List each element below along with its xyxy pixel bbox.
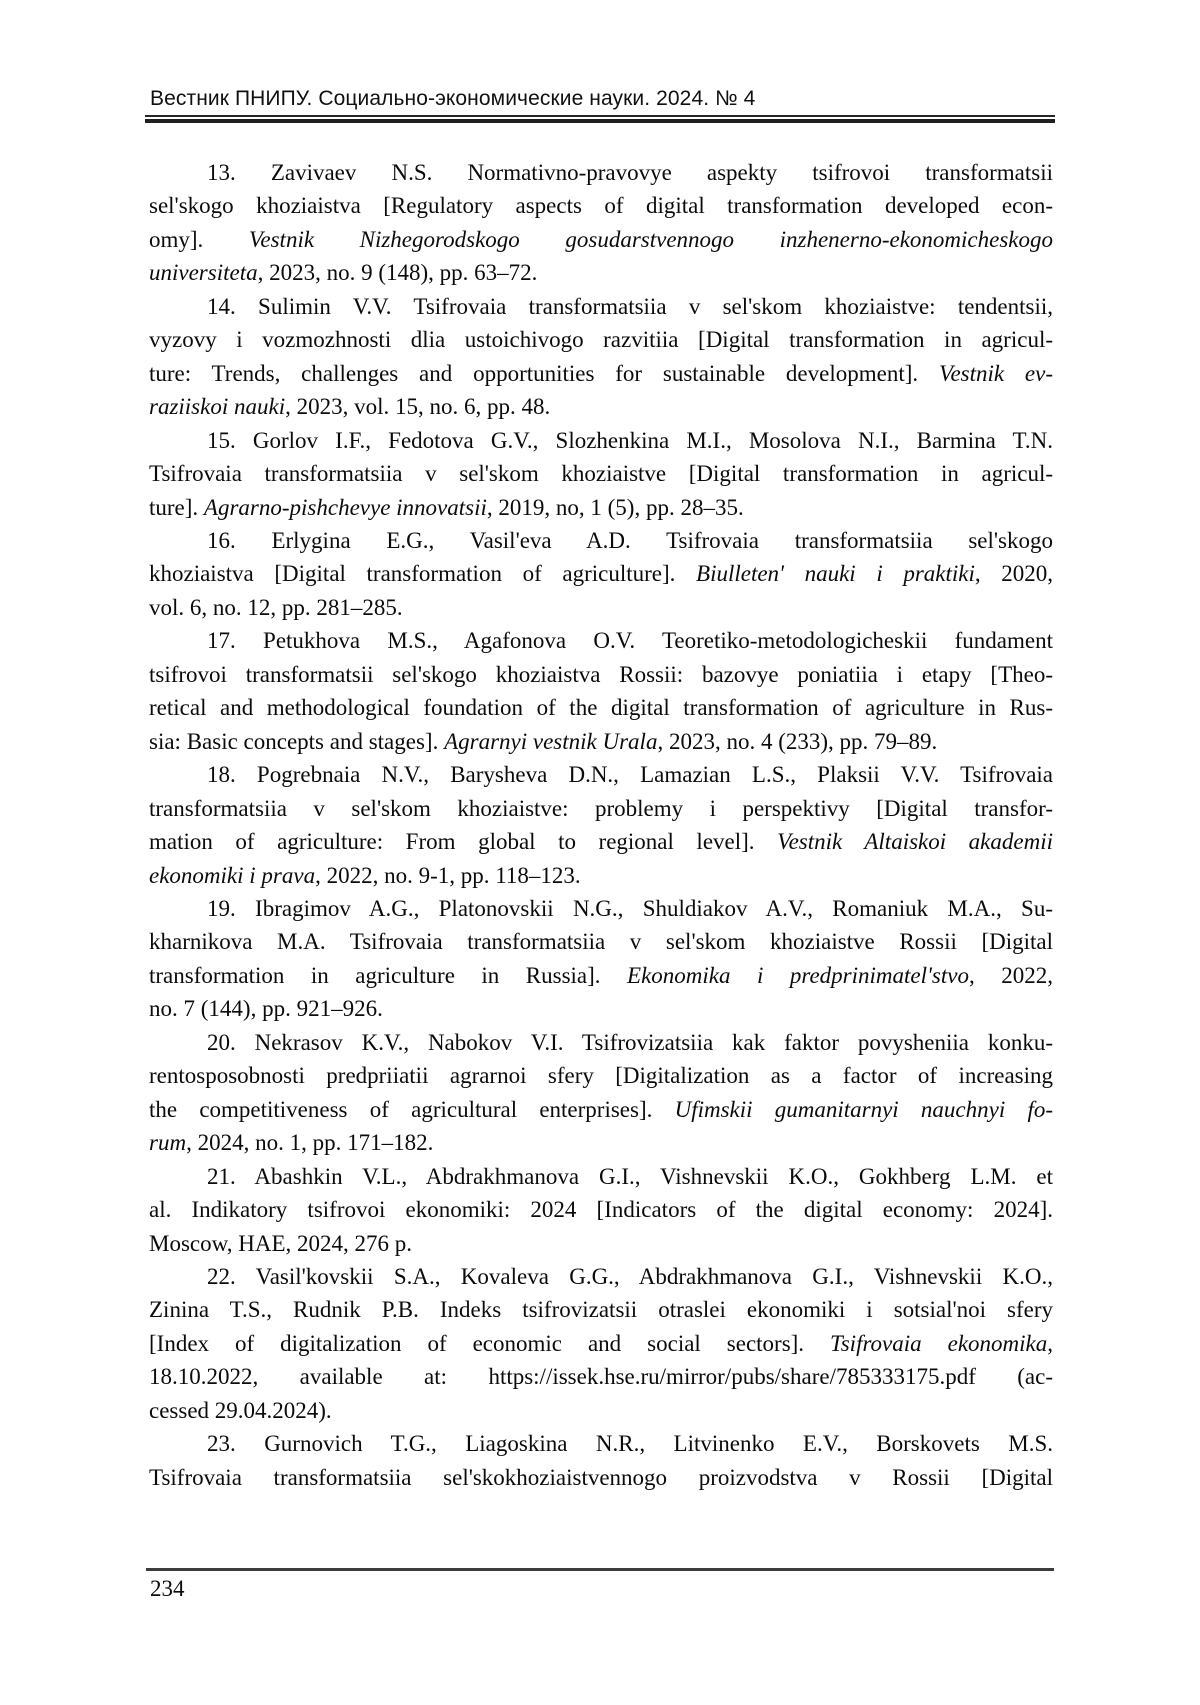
reference-line: 13. Zavivaev N.S. Normativno-pravovye aspekty tsifrovoi transformatsii [207, 160, 1053, 185]
reference-line: 23. Gurnovich T.G., Liagoskina N.R., Litvinenko E.V., Borskovets M.S. [207, 1431, 1053, 1457]
ref-text: ture]. [149, 494, 204, 520]
reference-line [149, 357, 1053, 390]
reference-line: sel'skogo khoziaistva [Regulatory aspects of digital transformation developed econ- [149, 193, 1053, 219]
reference-line: transformatsiia v sel'skom khoziaistve: problemy i perspektivy [Digital transfor- [149, 795, 1053, 821]
reference-line [149, 1327, 1053, 1360]
reference-line [149, 1093, 1053, 1126]
reference-line: retical and methodological foundation of the digital transformation of agriculture in Rus- [149, 695, 1053, 721]
reference-line-url: 18.10.2022, available at: https://issek.hse.ru/mirror/pubs/share/785333175.pdf (ac- [149, 1364, 1053, 1390]
reference-16 [149, 524, 1053, 624]
ref-text: omy]. [149, 226, 249, 252]
journal-name: Ufimskii gumanitarnyi nauchnyi fo- [674, 1096, 1053, 1122]
reference-line: vyzovy i vozmozhnosti dlia ustoichivogo razvitiia [Digital transformation in agricul- [149, 327, 1053, 353]
header-double-rule [145, 115, 1055, 123]
reference-line [149, 1126, 1053, 1159]
reference-line: 19. Ibragimov A.G., Platonovskii N.G., Shuldiakov A.V., Romaniuk M.A., Su- [207, 895, 1053, 921]
ref-text: [Index of digitalization of economic and social sectors]. [149, 1330, 831, 1356]
ref-text: , [1047, 1330, 1054, 1356]
page-number: 234 [150, 1576, 185, 1601]
ref-text: khoziaistva [Digital transformation of agriculture]. [149, 561, 697, 587]
references-list [149, 156, 1053, 1494]
reference-line [149, 256, 1053, 289]
reference-line: 20. Nekrasov K.V., Nabokov V.I. Tsifrovizatsiia kak faktor povysheniia konku- [207, 1029, 1053, 1055]
reference-13 [149, 156, 1053, 290]
journal-name: Vestnik Nizhegorodskogo gosudarstvennogo inzhenerno-ekonomicheskogo [248, 226, 1053, 252]
reference-line: kharnikova M.A. Tsifrovaia transformatsiia v sel'skom khoziaistve Rossii [Digital [149, 929, 1053, 955]
reference-line: 14. Sulimin V.V. Tsifrovaia transformatsiia v sel'skom khoziaistve: tendentsii, [207, 293, 1053, 319]
reference-line: 21. Abashkin V.L., Abdrakhmanova G.I., Vishnevskii K.O., Gokhberg L.M. et [207, 1163, 1053, 1189]
reference-19 [149, 892, 1053, 1026]
ref-text: sia: Basic concepts and stages]. [149, 728, 445, 754]
reference-line: Tsifrovaia transformatsiia v sel'skom khoziaistve [Digital transformation in agricul- [149, 461, 1053, 487]
reference-line: Moscow, HAE, 2024, 276 p. [149, 1230, 412, 1256]
reference-line: tsifrovoi transformatsii sel'skogo khoziaistva Rossii: bazovye poniatiia i etapy [Theo- [149, 661, 1053, 687]
reference-22 [149, 1260, 1053, 1427]
reference-line [149, 725, 1053, 758]
reference-line [149, 825, 1053, 858]
reference-line: 16. Erlygina E.G., Vasil'eva A.D. Tsifrovaia transformatsiia sel'skogo [207, 527, 1053, 553]
journal-name: Tsifrovaia ekonomika [830, 1330, 1048, 1356]
reference-line: Zinina T.S., Rudnik P.B. Indeks tsifrovizatsii otraslei ekonomiki i sotsial'noi sfery [149, 1297, 1053, 1323]
running-header: Вестник ПНИПУ. Социально-экономические науки. 2024. № 4 [150, 87, 756, 110]
reference-17 [149, 624, 1053, 758]
ref-text: , 2022, no. 9-1, pp. 118–123. [315, 862, 581, 888]
ref-text: , 2019, no, 1 (5), pp. 28–35. [486, 494, 744, 520]
reference-line [149, 959, 1053, 992]
reference-15 [149, 424, 1053, 524]
reference-line: cessed 29.04.2024). [149, 1397, 332, 1423]
reference-line: Tsifrovaia transformatsiia sel'skokhoziaistvennogo proizvodstva v Rossii [Digital [149, 1464, 1053, 1490]
ref-text: mation of agriculture: From global to regional level]. [149, 829, 778, 855]
journal-name: ekonomiki i prava [149, 862, 316, 888]
journal-name: rum [149, 1130, 187, 1156]
reference-18 [149, 758, 1053, 892]
reference-line: no. 7 (144), pp. 921–926. [149, 996, 383, 1022]
reference-23 [149, 1427, 1053, 1494]
reference-line: rentosposobnosti predpriiatii agrarnoi sfery [Digitalization as a factor of increasing [149, 1063, 1053, 1089]
journal-name: Agrarno-pishchevye innovatsii [203, 494, 487, 520]
ref-text: , 2024, no. 1, pp. 171–182. [186, 1130, 434, 1156]
journal-name: Agrarnyi vestnik Urala [444, 728, 658, 754]
reference-21 [149, 1160, 1053, 1260]
journal-name: Ekonomika i predprinimatel'stvo [627, 962, 969, 988]
ref-text: , 2022, [968, 962, 1053, 988]
reference-line: al. Indikatory tsifrovoi ekonomiki: 2024 [Indicators of the digital economy: 2024]. [149, 1197, 1053, 1223]
ref-text: , 2023, no. 9 (148), pp. 63–72. [257, 260, 538, 286]
reference-line: 15. Gorlov I.F., Fedotova G.V., Slozhenkina M.I., Mosolova N.I., Barmina T.N. [207, 427, 1053, 453]
reference-line [149, 859, 1053, 892]
footer-rule [146, 1568, 1054, 1571]
ref-text: the competitiveness of agricultural enterprises]. [149, 1096, 675, 1122]
reference-line [149, 557, 1053, 590]
journal-name: Vestnik Altaiskoi akademii [777, 829, 1053, 855]
journal-name: raziiskoi nauki [149, 394, 286, 420]
journal-name: Biulleten' nauki i praktiki [696, 561, 975, 587]
ref-text: , 2020, [974, 561, 1054, 587]
reference-20 [149, 1026, 1053, 1160]
journal-name: Vestnik ev- [938, 360, 1053, 386]
reference-line: 22. Vasil'kovskii S.A., Kovaleva G.G., Abdrakhmanova G.I., Vishnevskii K.O., [207, 1263, 1053, 1289]
reference-line: 18. Pogrebnaia N.V., Barysheva D.N., Lamazian L.S., Plaksii V.V. Tsifrovaia [207, 762, 1053, 788]
reference-line [149, 390, 1053, 423]
reference-14 [149, 290, 1053, 424]
ref-text: transformation in agriculture in Russia]. [149, 962, 628, 988]
reference-line: vol. 6, no. 12, pp. 281–285. [149, 594, 403, 620]
reference-line: 17. Petukhova M.S., Agafonova O.V. Teoretiko-metodologicheskii fundament [207, 628, 1053, 654]
journal-name: universiteta [149, 260, 258, 286]
reference-line [149, 223, 1053, 256]
ref-text: , 2023, no. 4 (233), pp. 79–89. [657, 728, 938, 754]
ref-text: ture: Trends, challenges and opportunities for sustainable development]. [149, 360, 939, 386]
ref-text: , 2023, vol. 15, no. 6, pp. 48. [285, 394, 551, 420]
reference-line [149, 491, 1053, 524]
